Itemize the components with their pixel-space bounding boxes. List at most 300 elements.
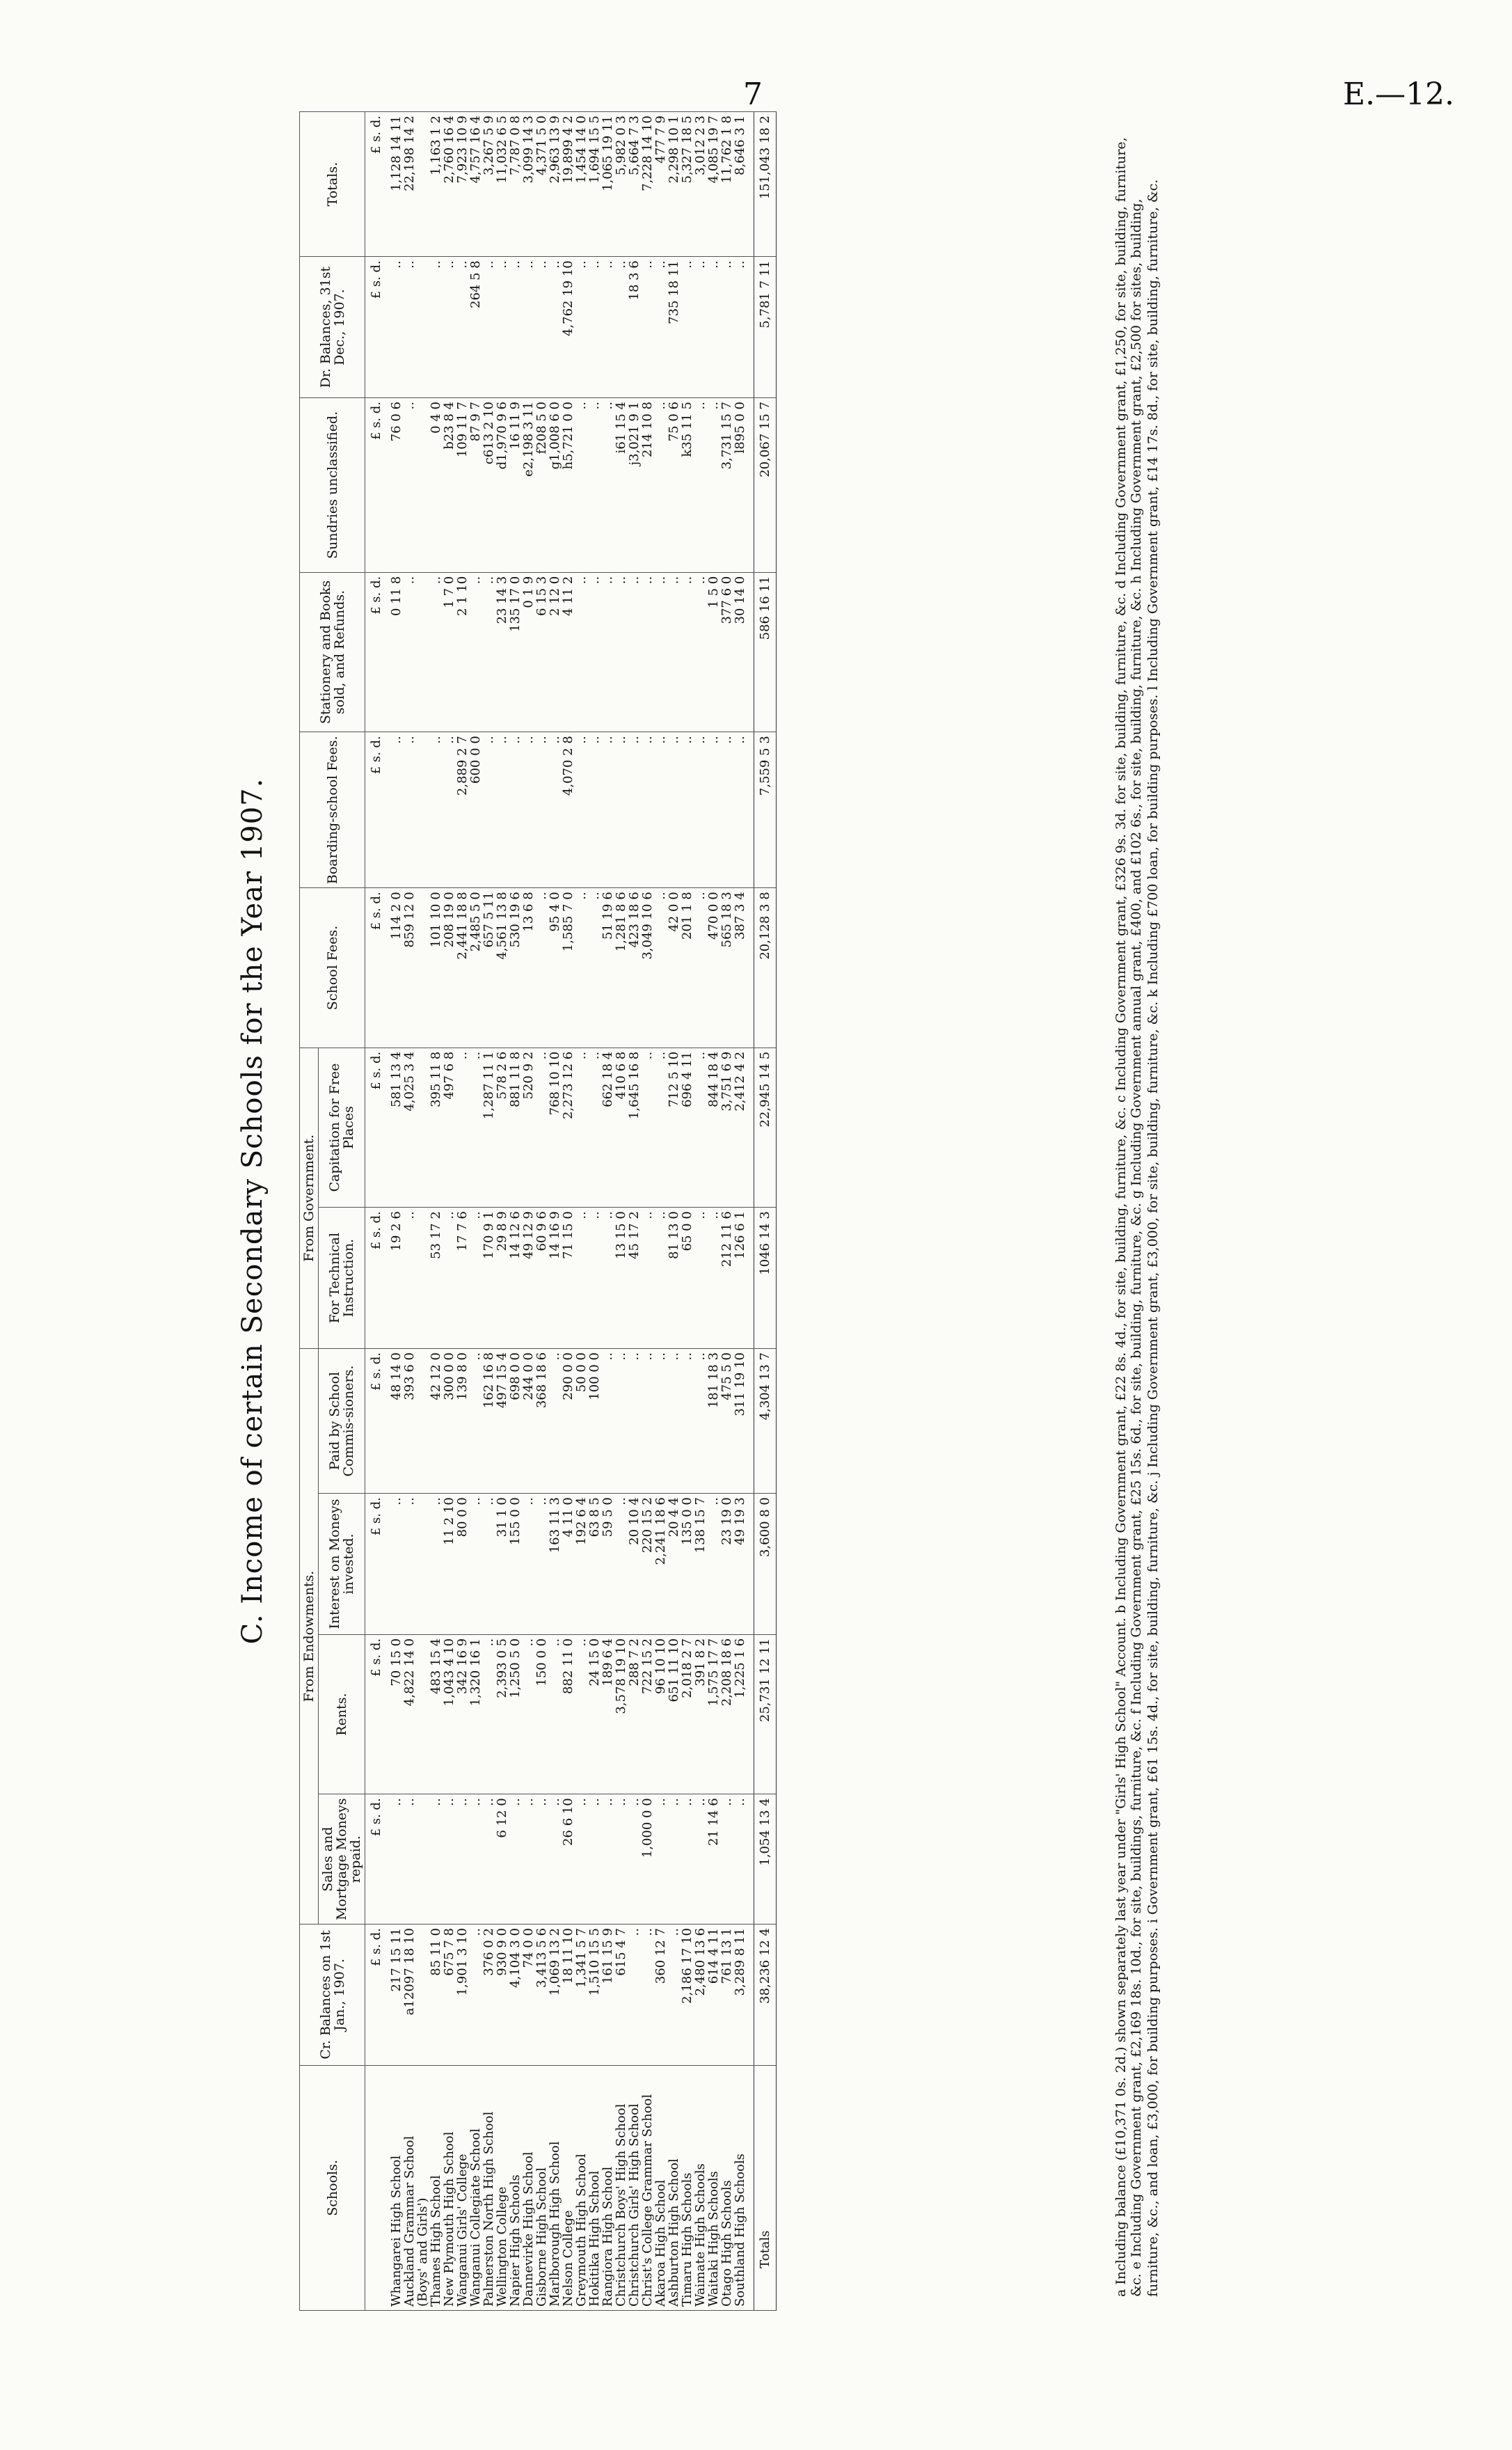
amount-cell: g1,008 6 0: [548, 398, 562, 573]
school-name-cell: (Boys' and Girls'): [416, 2065, 429, 2310]
amount-cell: ..: [707, 257, 720, 398]
amount-cell: 3,289 8 11: [733, 1925, 754, 2066]
school-name-cell: Christ's College Grammar School: [641, 2065, 654, 2310]
amount-cell: 1,510 15 5: [588, 1925, 601, 2066]
amount-cell: 81 13 0: [667, 1208, 681, 1349]
amount-cell: 20 10 4: [628, 1494, 641, 1635]
school-name-cell: Napier High Schools: [509, 2065, 522, 2310]
amount-cell: ..: [614, 572, 628, 732]
amount-cell: 4,757 16 4: [469, 112, 482, 257]
amount-cell: 4,762 19 10: [562, 257, 575, 398]
amount-cell: ..: [575, 732, 588, 888]
amount-cell: 470 0 0: [707, 888, 720, 1048]
amount-cell: ..: [733, 1794, 754, 1925]
amount-cell: ..: [469, 1348, 482, 1493]
school-name-cell: Auckland Grammar School: [403, 2065, 416, 2310]
amount-cell: ..: [654, 257, 667, 398]
amount-cell: 614 4 11: [707, 1925, 720, 2066]
amount-cell: ..: [694, 257, 707, 398]
units-cell: £ s. d.: [365, 1794, 383, 1925]
amount-cell: ..: [641, 1348, 654, 1493]
amount-cell: 212 11 6: [720, 1208, 733, 1349]
amount-cell: ..: [456, 1048, 469, 1207]
amount-cell: 2,441 18 8: [456, 888, 469, 1048]
rotated-table-page: [209, 111, 1406, 2311]
table-row: [601, 112, 614, 2311]
amount-cell: ..: [641, 1925, 654, 2066]
amount-cell: 29 8 9: [495, 1208, 509, 1349]
amount-cell: ..: [522, 257, 535, 398]
amount-cell: 2,393 0 5: [495, 1634, 509, 1794]
amount-cell: 0 11 8: [383, 572, 403, 732]
amount-cell: 578 2 6: [495, 1048, 509, 1207]
table-row: [383, 112, 403, 2311]
amount-cell: 95 4 0: [548, 888, 562, 1048]
amount-cell: ..: [575, 1208, 588, 1349]
amount-cell: 288 7 2: [628, 1634, 641, 1794]
totals-label: Totals: [754, 2065, 777, 2310]
amount-cell: 1 5 0: [707, 572, 720, 732]
amount-cell: 360 12 7: [654, 1925, 667, 2066]
table-row: [416, 112, 429, 2311]
amount-cell: [416, 1794, 429, 1925]
amount-cell: 391 8 2: [694, 1634, 707, 1794]
col-head-totals: Totals.: [300, 112, 365, 257]
amount-cell: 11,032 6 5: [495, 112, 509, 257]
amount-cell: ..: [614, 1348, 628, 1493]
amount-cell: 85 11 0: [429, 1925, 443, 2066]
amount-cell: ..: [548, 732, 562, 888]
amount-cell: ..: [575, 1794, 588, 1925]
amount-cell: 71 15 0: [562, 1208, 575, 1349]
amount-cell: 75 0 6: [667, 398, 681, 573]
table-row: [707, 112, 720, 2311]
amount-cell: ..: [509, 257, 522, 398]
amount-cell: ..: [588, 257, 601, 398]
amount-cell: 483 15 4: [429, 1634, 443, 1794]
amount-cell: 530 19 6: [509, 888, 522, 1048]
amount-cell: 5,982 0 3: [614, 112, 628, 257]
amount-cell: ..: [469, 1925, 482, 2066]
amount-cell: 2,760 16 4: [443, 112, 456, 257]
amount-cell: ..: [681, 1794, 694, 1925]
col-head-sales: Sales and Mortgage Moneys repaid.: [319, 1794, 365, 1925]
amount-cell: 735 18 11: [667, 257, 681, 398]
amount-cell: 377 6 0: [720, 572, 733, 732]
amount-cell: 7,228 14 10: [641, 112, 654, 257]
amount-cell: ..: [628, 572, 641, 732]
amount-cell: 410 6 8: [614, 1048, 628, 1207]
total-amount-cell: 20,067 15 7: [754, 398, 777, 573]
amount-cell: ..: [482, 257, 495, 398]
table-row: [641, 112, 654, 2311]
amount-cell: 162 16 8: [482, 1348, 495, 1493]
col-head-paid-by-commissioners: Paid by School Commis-sioners.: [319, 1348, 365, 1493]
amount-cell: ..: [443, 1794, 456, 1925]
amount-cell: ..: [482, 1494, 495, 1635]
amount-cell: 4,085 19 7: [707, 112, 720, 257]
totals-row: [754, 112, 777, 2311]
amount-cell: ..: [482, 1634, 495, 1794]
amount-cell: ..: [509, 1794, 522, 1925]
amount-cell: ..: [707, 1208, 720, 1349]
amount-cell: ..: [694, 572, 707, 732]
amount-cell: ..: [535, 1494, 548, 1635]
amount-cell: e2,198 3 11: [522, 398, 535, 573]
amount-cell: 14 12 6: [509, 1208, 522, 1349]
amount-cell: ..: [694, 1794, 707, 1925]
amount-cell: 20 4 4: [667, 1494, 681, 1635]
school-name-cell: Hokitika High School: [588, 2065, 601, 2310]
amount-cell: 114 2 0: [383, 888, 403, 1048]
amount-cell: 368 18 6: [535, 1348, 548, 1493]
amount-cell: ..: [614, 732, 628, 888]
amount-cell: ..: [383, 732, 403, 888]
amount-cell: ..: [403, 1208, 416, 1349]
amount-cell: ..: [641, 1048, 654, 1207]
amount-cell: ..: [601, 257, 614, 398]
amount-cell: ..: [522, 732, 535, 888]
amount-cell: [416, 1634, 429, 1794]
total-amount-cell: 20,128 3 8: [754, 888, 777, 1048]
amount-cell: 24 15 0: [588, 1634, 601, 1794]
table-row: [535, 112, 548, 2311]
school-name-cell: Wanganui Collegiate School: [469, 2065, 482, 2310]
amount-cell: ..: [509, 732, 522, 888]
amount-cell: 161 15 9: [601, 1925, 614, 2066]
units-cell: £ s. d.: [365, 1048, 383, 1207]
table-row: [654, 112, 667, 2311]
amount-cell: ..: [601, 1794, 614, 1925]
amount-cell: ..: [720, 732, 733, 888]
amount-cell: 722 15 2: [641, 1634, 654, 1794]
amount-cell: 155 0 0: [509, 1494, 522, 1635]
amount-cell: ..: [469, 1048, 482, 1207]
amount-cell: ..: [601, 732, 614, 888]
amount-cell: 581 13 4: [383, 1048, 403, 1207]
amount-cell: 477 7 9: [654, 112, 667, 257]
table-row: [562, 112, 575, 2311]
units-cell: [365, 2065, 383, 2310]
amount-cell: j3,021 9 1: [628, 398, 641, 573]
amount-cell: 2,018 2 7: [681, 1634, 694, 1794]
amount-cell: 101 10 0: [429, 888, 443, 1048]
amount-cell: ..: [720, 257, 733, 398]
amount-cell: ..: [720, 1794, 733, 1925]
amount-cell: b23 8 4: [443, 398, 456, 573]
amount-cell: 126 6 1: [733, 1208, 754, 1349]
amount-cell: ..: [614, 257, 628, 398]
amount-cell: ..: [548, 257, 562, 398]
school-name-cell: Wanganui Girls' College: [456, 2065, 469, 2310]
amount-cell: 761 13 1: [720, 1925, 733, 2066]
amount-cell: ..: [495, 732, 509, 888]
amount-cell: c613 2 10: [482, 398, 495, 573]
amount-cell: ..: [588, 572, 601, 732]
amount-cell: 45 17 2: [628, 1208, 641, 1349]
amount-cell: ..: [654, 1348, 667, 1493]
amount-cell: 181 18 3: [707, 1348, 720, 1493]
amount-cell: 423 18 6: [628, 888, 641, 1048]
amount-cell: ..: [694, 1048, 707, 1207]
school-name-cell: Waimate High Schools: [694, 2065, 707, 2310]
amount-cell: 1,043 4 10: [443, 1634, 456, 1794]
amount-cell: ..: [535, 888, 548, 1048]
amount-cell: 4,104 3 0: [509, 1925, 522, 2066]
amount-cell: 2,186 17 10: [681, 1925, 694, 2066]
amount-cell: ..: [522, 1494, 535, 1635]
amount-cell: 31 1 0: [495, 1494, 509, 1635]
amount-cell: ..: [469, 1208, 482, 1349]
group-head-endowments: From Endowments.: [300, 1348, 319, 1924]
amount-cell: 1,901 3 10: [456, 1925, 469, 2066]
amount-cell: 882 11 0: [562, 1634, 575, 1794]
amount-cell: ..: [667, 572, 681, 732]
amount-cell: 53 17 2: [429, 1208, 443, 1349]
amount-cell: ..: [694, 732, 707, 888]
amount-cell: 1,250 5 0: [509, 1634, 522, 1794]
amount-cell: 844 18 4: [707, 1048, 720, 1207]
amount-cell: ..: [535, 732, 548, 888]
amount-cell: 675 7 8: [443, 1925, 456, 2066]
amount-cell: [416, 112, 429, 257]
group-head-government: From Government.: [300, 1048, 319, 1348]
amount-cell: ..: [383, 1494, 403, 1635]
total-amount-cell: 7,559 5 3: [754, 732, 777, 888]
school-name-cell: Rangiora High School: [601, 2065, 614, 2310]
school-name-cell: Thames High School: [429, 2065, 443, 2310]
amount-cell: 3,099 14 3: [522, 112, 535, 257]
amount-cell: 30 14 0: [733, 572, 754, 732]
amount-cell: ..: [383, 257, 403, 398]
amount-cell: 696 4 11: [681, 1048, 694, 1207]
amount-cell: ..: [588, 1794, 601, 1925]
col-head-sundries: Sundries unclassified.: [300, 398, 365, 573]
school-name-cell: Southland High Schools: [733, 2065, 754, 2310]
amount-cell: ..: [443, 257, 456, 398]
amount-cell: 220 15 2: [641, 1494, 654, 1635]
amount-cell: ..: [548, 1634, 562, 1794]
amount-cell: 712 5 10: [667, 1048, 681, 1207]
amount-cell: 244 0 0: [522, 1348, 535, 1493]
table-row: [403, 112, 416, 2311]
amount-cell: ..: [654, 732, 667, 888]
units-cell: £ s. d.: [365, 112, 383, 257]
school-name-cell: Greymouth High School: [575, 2065, 588, 2310]
amount-cell: 59 5 0: [601, 1494, 614, 1635]
amount-cell: 1,320 16 1: [469, 1634, 482, 1794]
amount-cell: 1,341 5 7: [575, 1925, 588, 2066]
total-amount-cell: 1,054 13 4: [754, 1794, 777, 1925]
amount-cell: 2,241 18 6: [654, 1494, 667, 1635]
amount-cell: 11,762 1 8: [720, 112, 733, 257]
table-row: [443, 112, 456, 2311]
amount-cell: 109 11 7: [456, 398, 469, 573]
amount-cell: 49 12 9: [522, 1208, 535, 1349]
amount-cell: 74 0 0: [522, 1925, 535, 2066]
amount-cell: ..: [694, 1348, 707, 1493]
total-amount-cell: 151,043 18 2: [754, 112, 777, 257]
amount-cell: ..: [628, 732, 641, 888]
amount-cell: ..: [654, 1048, 667, 1207]
amount-cell: ..: [429, 257, 443, 398]
amount-cell: 2,963 13 9: [548, 112, 562, 257]
total-amount-cell: 3,600 8 0: [754, 1494, 777, 1635]
amount-cell: 16 11 9: [509, 398, 522, 573]
amount-cell: [416, 732, 429, 888]
school-name-cell: Whangarei High School: [383, 2065, 403, 2310]
amount-cell: 651 11 10: [667, 1634, 681, 1794]
amount-cell: ..: [403, 1494, 416, 1635]
amount-cell: ..: [482, 572, 495, 732]
amount-cell: 80 0 0: [456, 1494, 469, 1635]
table-row: [469, 112, 482, 2311]
amount-cell: 14 16 9: [548, 1208, 562, 1349]
col-head-technical: For Technical Instruction.: [319, 1208, 365, 1349]
amount-cell: 18 3 6: [628, 257, 641, 398]
amount-cell: ..: [403, 732, 416, 888]
amount-cell: 0 1 9: [522, 572, 535, 732]
amount-cell: 19,899 4 2: [562, 112, 575, 257]
amount-cell: 8,646 3 1: [733, 112, 754, 257]
amount-cell: ..: [575, 1048, 588, 1207]
school-name-cell: Christchurch Girls' High School: [628, 2065, 641, 2310]
amount-cell: 264 5 8: [469, 257, 482, 398]
amount-cell: ..: [733, 732, 754, 888]
amount-cell: 22,198 14 2: [403, 112, 416, 257]
amount-cell: [416, 1208, 429, 1349]
col-head-boarding-fees: Boarding-school Fees.: [300, 732, 365, 888]
amount-cell: 11 2 10: [443, 1494, 456, 1635]
amount-cell: 3,012 2 3: [694, 112, 707, 257]
units-cell: £ s. d.: [365, 398, 383, 573]
amount-cell: 6 12 0: [495, 1794, 509, 1925]
amount-cell: [416, 1925, 429, 2066]
amount-cell: ..: [548, 1794, 562, 1925]
amount-cell: 4,371 5 0: [535, 112, 548, 257]
amount-cell: 135 0 0: [681, 1494, 694, 1635]
amount-cell: [416, 1494, 429, 1635]
amount-cell: 2,480 13 6: [694, 1925, 707, 2066]
total-amount-cell: 1046 14 3: [754, 1208, 777, 1349]
amount-cell: ..: [403, 398, 416, 573]
amount-cell: [416, 1348, 429, 1493]
amount-cell: [416, 398, 429, 573]
total-amount-cell: 5,781 7 11: [754, 257, 777, 398]
amount-cell: 1,128 14 11: [383, 112, 403, 257]
amount-cell: h5,721 0 0: [562, 398, 575, 573]
amount-cell: 6 15 3: [535, 572, 548, 732]
amount-cell: 311 19 10: [733, 1348, 754, 1493]
school-name-cell: Wellington College: [495, 2065, 509, 2310]
amount-cell: 4,822 14 0: [403, 1634, 416, 1794]
amount-cell: ..: [641, 572, 654, 732]
table-row: [429, 112, 443, 2311]
amount-cell: 2 12 0: [548, 572, 562, 732]
table-row: [667, 112, 681, 2311]
amount-cell: [416, 572, 429, 732]
amount-cell: 615 4 7: [614, 1925, 628, 2066]
amount-cell: ..: [667, 1794, 681, 1925]
amount-cell: 23 19 0: [720, 1494, 733, 1635]
amount-cell: 139 8 0: [456, 1348, 469, 1493]
units-cell: £ s. d.: [365, 1494, 383, 1635]
table-row: [575, 112, 588, 2311]
amount-cell: ..: [601, 572, 614, 732]
amount-cell: ..: [733, 257, 754, 398]
table-row: [495, 112, 509, 2311]
amount-cell: 1,575 17 7: [707, 1634, 720, 1794]
amount-cell: 2,298 10 1: [667, 112, 681, 257]
amount-cell: 600 0 0: [469, 732, 482, 888]
amount-cell: 662 18 4: [601, 1048, 614, 1207]
amount-cell: ..: [535, 257, 548, 398]
amount-cell: 3,267 5 9: [482, 112, 495, 257]
amount-cell: 2,412 4 2: [733, 1048, 754, 1207]
amount-cell: 18 11 10: [562, 1925, 575, 2066]
amount-cell: 393 6 0: [403, 1348, 416, 1493]
school-name-cell: Otago High Schools: [720, 2065, 733, 2310]
amount-cell: ..: [654, 888, 667, 1048]
table-row: [456, 112, 469, 2311]
amount-cell: a12097 18 10: [403, 1925, 416, 2066]
amount-cell: 1,225 1 6: [733, 1634, 754, 1794]
amount-cell: 395 11 8: [429, 1048, 443, 1207]
amount-cell: f208 5 0: [535, 398, 548, 573]
amount-cell: ..: [575, 257, 588, 398]
amount-cell: 13 15 0: [614, 1208, 628, 1349]
amount-cell: k35 11 5: [681, 398, 694, 573]
table-row: [614, 112, 628, 2311]
amount-cell: 100 0 0: [588, 1348, 601, 1493]
amount-cell: ..: [601, 1348, 614, 1493]
school-name-cell: Timaru High Schools: [681, 2065, 694, 2310]
amount-cell: 4,070 2 8: [562, 732, 575, 888]
amount-cell: ..: [694, 888, 707, 1048]
amount-cell: ..: [383, 1794, 403, 1925]
amount-cell: 2,485 5 0: [469, 888, 482, 1048]
amount-cell: ..: [429, 1794, 443, 1925]
amount-cell: ..: [403, 572, 416, 732]
amount-cell: ..: [707, 1494, 720, 1635]
amount-cell: 4 11 2: [562, 572, 575, 732]
amount-cell: ..: [628, 1348, 641, 1493]
col-head-cr-balances: Cr. Balances on 1st Jan., 1907.: [300, 1925, 365, 2066]
amount-cell: 217 15 11: [383, 1925, 403, 2066]
amount-cell: 2 1 10: [456, 572, 469, 732]
amount-cell: 150 0 0: [535, 1634, 548, 1794]
amount-cell: ..: [707, 398, 720, 573]
amount-cell: 87 9 7: [469, 398, 482, 573]
amount-cell: ..: [641, 1208, 654, 1349]
units-cell: £ s. d.: [365, 888, 383, 1048]
amount-cell: 5,664 7 3: [628, 112, 641, 257]
amount-cell: 19 2 6: [383, 1208, 403, 1349]
amount-cell: ..: [681, 1348, 694, 1493]
amount-cell: ..: [694, 398, 707, 573]
page-title: C. Income of certain Secondary Schools for the Year 1907.: [237, 777, 269, 1645]
amount-cell: ..: [641, 732, 654, 888]
amount-cell: ..: [443, 1208, 456, 1349]
footnote-line: a Including balance (£10,371 0s. 2d.) shown separately last year under "Girls' High School" Account. b Including Government grant, £22 8s. 4d., for site, building, furniture, &c. c Including Government grant, £326 9s. 3d. for site, building, furniture, &c. d Including Government grant, £1,250, for site, building, furniture, &c. e Including Government grant, £2,169 18s. 10d., for site, buildings, furniture, &c. f Including Government grant, £25 15s. 6d., for site, building, furniture, &c. g Including Government annual grant, £400, and £102 6s., for site, building, furniture, &c. h Including Government grant, £2,500 for sites, building,: [1113, 137, 1144, 2297]
amount-cell: 3,578 19 10: [614, 1634, 628, 1794]
amount-cell: ..: [681, 732, 694, 888]
amount-cell: 520 9 2: [522, 1048, 535, 1207]
income-table: [299, 111, 777, 2311]
amount-cell: ..: [548, 1348, 562, 1493]
amount-cell: 48 14 0: [383, 1348, 403, 1493]
amount-cell: ..: [429, 572, 443, 732]
